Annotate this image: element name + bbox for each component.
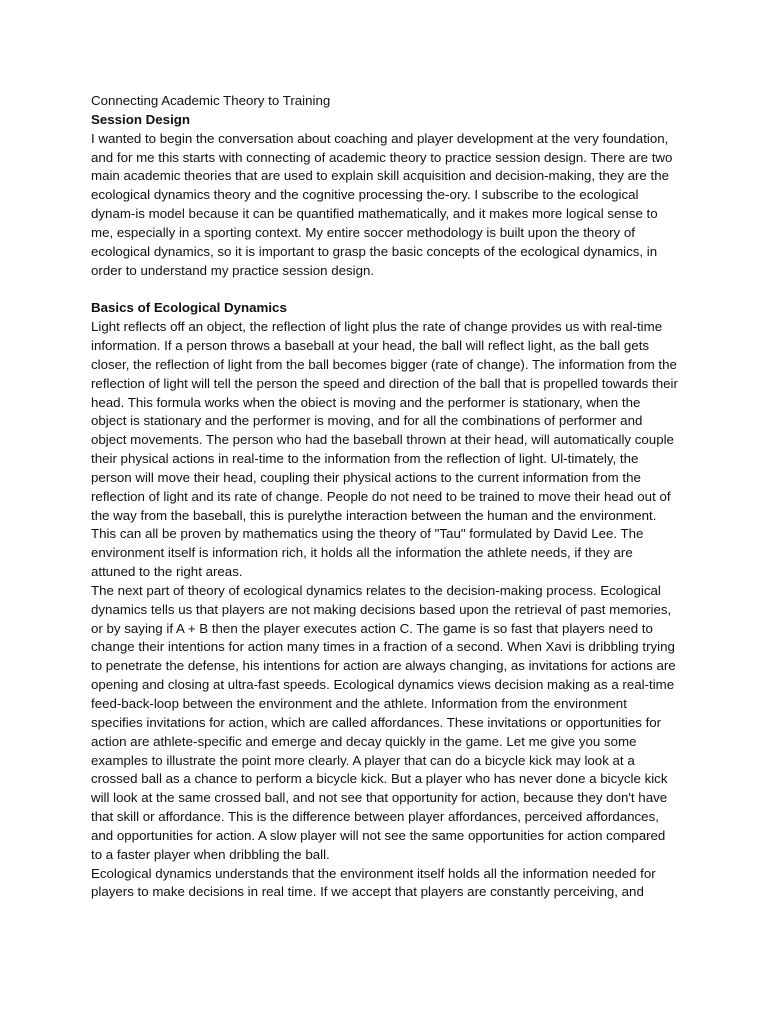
paragraph-spacer [91,280,679,299]
session-design-paragraph: I wanted to begin the conversation about coaching and player development at the very foundation, and for me this starts with connecting of academic theory to practice session design. There are two main academic theories that are used to explain skill acquisition and decision-making, they are the ecological dynamics theory and the cognitive processing the-ory. I subscribe to the ecological dynam-is model because it can be quantified mathematically, and it makes more logical sense to me, especially in a sporting context. My entire soccer methodology is built upon the theory of ecological dynamics, so it is important to grasp the basic concepts of the ecological dynamics, in order to understand my practice session design. [91,130,673,278]
section-heading-session-design: Session Design [91,111,191,127]
basics-paragraph-3: Ecological dynamics understands that the environment itself holds all the information needed for players to make decisions in real time. If we accept that players are constantly perceiving, and [91,865,656,900]
document-title: Connecting Academic Theory to Training [91,93,331,108]
document-page [91,92,679,902]
section-heading-basics: Basics of Ecological Dynamics [91,300,287,316]
basics-paragraph-2: The next part of theory of ecological dynamics relates to the decision-making process. Ecological dynamics tells us that players are not making decisions based upon the retrieval of past memories, or by saying if A + B then the player executes action C. The game is so fast that players need to change their intentions for action many times in a fraction of a second. When Xavi is dribbling trying to penetrate the defense, his intentions for action are always changing, as invitations for actions are opening and closing at ultra-fast speeds. Ecological dynamics views decision making as a real-time feed-back-loop between the environment and the athlete. Information from the environment specifies invitations for action, which are called affordances. These invitations or opportunities for action are athlete-specific and emerge and decay quickly in the game. Let me give you some examples to illustrate the point more clearly. A player that can do a bicycle kick may look at a crossed ball as a chance to perform a bicycle kick. But a player who has never done a bicycle kick will look at the same crossed ball, and not see that opportunity for action, because they don't have that skill or affordance. This is the difference between player affordances, perceived affordances, and opportunities for action. A slow player will not see the same opportunities for action compared to a faster player when dribbling the ball. [91,582,676,862]
basics-paragraph-1: Light reflects off an object, the reflection of light plus the rate of change provides us with real-time information. If a person throws a baseball at your head, the ball will reflect light, as the ball gets closer, the reflection of light from the ball becomes bigger (rate of change). The information from the reflection of light will tell the person the speed and direction of the ball that is propelled towards their head. This formula works when the obiect is moving and the performer is stationary, when the object is stationary and the performer is moving, and for all the combinations of performer and object movements. The person who had the baseball thrown at their head, will automatically couple their physical actions in real-time to the information from the reflection of light. Ul-timately, the person will move their head, coupling their physical actions to the current information from the reflection of light and its rate of change. People do not need to be trained to move their head out of the way from the baseball, this is purelythe interaction between the human and the environment. This can all be proven by mathematics using the theory of "Tau" formulated by David Lee. The environment itself is information rich, it holds all the information the athlete needs, if they are attuned to the right areas. [91,319,678,580]
